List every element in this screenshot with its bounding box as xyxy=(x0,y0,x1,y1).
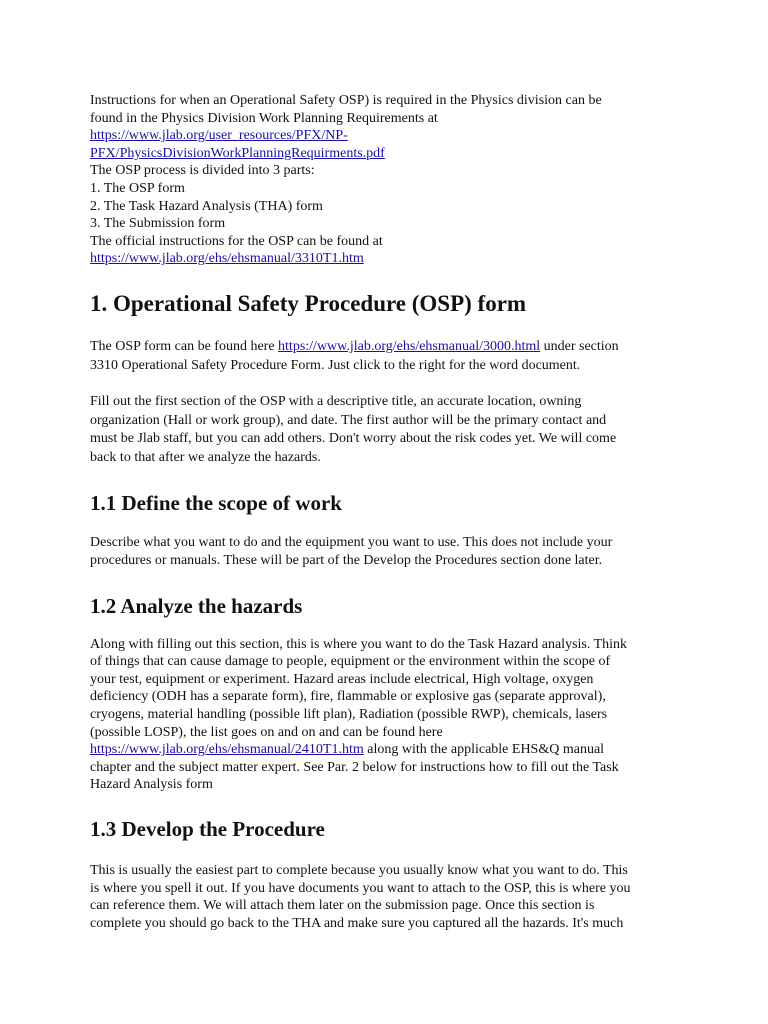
section-1-2-heading: 1.2 Analyze the hazards xyxy=(90,593,303,618)
section-1-p1-text-after: under section xyxy=(540,338,619,354)
list-item-submission-form: 3. The Submission form xyxy=(90,216,226,232)
section-1-3-paragraph xyxy=(90,862,690,932)
section-1-paragraph-1 xyxy=(90,338,690,375)
section-1-heading: 1. Operational Safety Procedure (OSP) form xyxy=(90,290,527,316)
section-1-p2-line: Fill out the first section of the OSP with a descriptive title, an accurate location, owning xyxy=(90,394,582,410)
section-1-2-tail-line: chapter and the subject matter expert. See Par. 2 below for instructions how to fill out the Task xyxy=(90,759,619,775)
section-1-2-line: (possible LOSP), the list goes on and on and can be found here xyxy=(90,724,443,740)
ehs-manual-3000-link[interactable]: https://www.jlab.org/ehs/ehsmanual/3000.html xyxy=(278,338,541,354)
section-1-3-line: This is usually the easiest part to complete because you usually know what you want to do. This xyxy=(90,863,628,879)
section-1-3-line: can reference them. We will attach them later on the submission page. Once this section is xyxy=(90,898,595,914)
section-1-paragraph-2 xyxy=(90,393,690,467)
section-1-p1-line-2: 3310 Operational Safety Procedure Form. Just click to the right for the word document. xyxy=(90,357,581,373)
pfx-requirements-link-part-1[interactable]: https://www.jlab.org/user_resources/PFX/NP- xyxy=(90,128,348,144)
section-1-3-heading: 1.3 Develop the Procedure xyxy=(90,817,325,842)
section-1-p2-line: organization (Hall or work group), and date. The first author will be the primary contact and xyxy=(90,412,607,428)
section-1-1-line: Describe what you want to do and the equipment you want to use. This does not include your xyxy=(90,534,613,550)
intro-block xyxy=(90,92,690,268)
section-1-1-heading: 1.1 Define the scope of work xyxy=(90,490,342,515)
ehs-manual-3310-link[interactable]: https://www.jlab.org/ehs/ehsmanual/3310T1.htm xyxy=(90,251,364,267)
document-content xyxy=(90,92,690,932)
section-1-3-line: is where you spell it out. If you have documents you want to attach to the OSP, this is where you xyxy=(90,880,631,896)
section-1-2-line: deficiency (ODH has a separate form), fire, flammable or explosive gas (separate approval), xyxy=(90,689,606,705)
section-1-2-line: of things that can cause damage to people, equipment or the environment within the scope of xyxy=(90,654,611,670)
section-1-2-line: your test, equipment or experiment. Hazard areas include electrical, High voltage, oxygen xyxy=(90,671,594,687)
section-1-3-line: complete you should go back to the THA and make sure you captured all the hazards. It's much xyxy=(90,915,624,931)
section-1-2-tail-line: Hazard Analysis form xyxy=(90,777,213,793)
section-1-2-link-after: along with the applicable EHS&Q manual xyxy=(363,742,605,758)
pfx-requirements-link-part-2[interactable]: PFX/PhysicsDivisionWorkPlanningRequirments.pdf xyxy=(90,145,385,161)
section-1-2-line: Along with filling out this section, this is where you want to do the Task Hazard analysis. Think xyxy=(90,636,628,652)
section-1-2-paragraph xyxy=(90,636,690,794)
intro-line-1: Instructions for when an Operational Safety OSP) is required in the Physics division can be xyxy=(90,93,602,108)
section-1-1-line: procedures or manuals. These will be part of the Develop the Procedures section done later. xyxy=(90,553,603,569)
ehs-manual-2410-link[interactable]: https://www.jlab.org/ehs/ehsmanual/2410T1.htm xyxy=(90,742,364,758)
intro-line-3: The OSP process is divided into 3 parts: xyxy=(90,163,315,179)
section-1-p2-line: must be Jlab staff, but you can add others. Don't worry about the risk codes yet. We will come xyxy=(90,431,617,447)
intro-line-2: found in the Physics Division Work Planning Requirements at xyxy=(90,110,438,126)
section-1-p1-text-before: The OSP form can be found here xyxy=(90,338,279,354)
list-item-tha-form: 2. The Task Hazard Analysis (THA) form xyxy=(90,198,323,214)
section-1-1-paragraph xyxy=(90,534,690,571)
section-1-2-line: cryogens, material handling (possible lift plan), Radiation (possible RWP), chemicals, lasers xyxy=(90,707,608,723)
section-1-p2-line: back to that after we analyze the hazards. xyxy=(90,449,321,465)
list-item-osp-form: 1. The OSP form xyxy=(90,180,185,196)
intro-line-4: The official instructions for the OSP can be found at xyxy=(90,233,383,249)
